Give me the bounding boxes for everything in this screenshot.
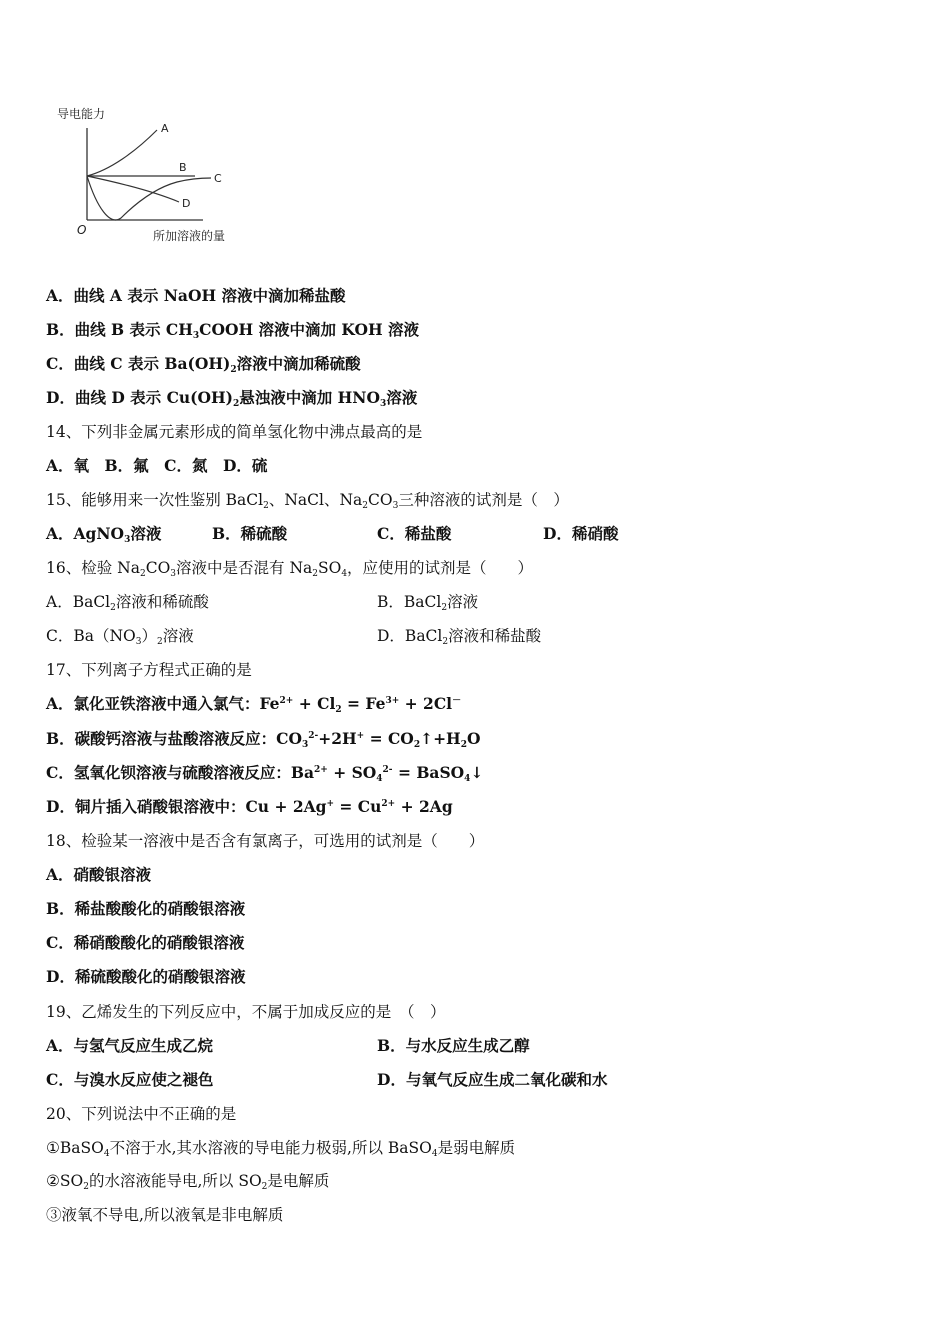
q18-option-b: B．稀盐酸酸化的硝酸银溶液 (46, 899, 246, 918)
q19-option-b: B．与水反应生成乙醇 (377, 1036, 530, 1055)
q14-options: A．氧 B．氟 C．氮 D．硫 (46, 456, 268, 475)
curve-c (87, 176, 211, 220)
curve-a-label: A (161, 122, 169, 135)
q18-stem: 18、检验某一溶液中是否含有氯离子，可选用的试剂是（ ） (46, 832, 485, 850)
q16-option-d: D．BaCl$_2$溶液和稀盐酸 (377, 627, 542, 647)
q20-statement-1: ①BaSO$_4$不溶于水,其水溶液的导电能力极弱,所以 BaSO$_4$是弱电解质 (46, 1139, 516, 1159)
q15-stem: 15、能够用来一次性鉴别 BaCl$_2$、NaCl、$Na_2CO_3$三种溶液的试剂是（ ） (46, 491, 569, 511)
q20-stem: 20、下列说法中不正确的是 (46, 1105, 237, 1123)
x-axis-label: 所加溶液的量 (153, 229, 226, 243)
conductivity-graph (55, 100, 235, 245)
q18-option-a: A．硝酸银溶液 (46, 865, 152, 884)
q17-option-a: A．氯化亚铁溶液中通入氯气：$Fe^{2+} + Cl_2 = Fe^{3+} + 2Cl^-$ (46, 694, 462, 715)
q17-stem: 17、下列离子方程式正确的是 (46, 661, 252, 679)
curve-d (87, 176, 179, 202)
q13-option-d: D．曲线 D 表示 $Cu(OH)_2$悬浊液中滴加 $HNO_3$溶液 (46, 388, 418, 409)
q16-stem: 16、检验 $Na_2CO_3$溶液中是否混有 $Na_2SO_4$，应使用的试剂是（ ） (46, 559, 534, 579)
curve-d-label: D (182, 197, 191, 210)
q16-option-b: B．BaCl$_2$溶液 (377, 593, 479, 613)
q13-option-c: C．曲线 C 表示 $Ba(OH)_2$溶液中滴加稀硫酸 (46, 354, 361, 375)
q13-option-b: B．曲线 B 表示 $CH_3COOH$ 溶液中滴加 KOH 溶液 (46, 320, 420, 341)
q19-option-c: C．与溴水反应使之褪色 (46, 1070, 214, 1089)
curve-c-label: C (214, 172, 222, 185)
q18-option-c: C．稀硝酸酸化的硝酸银溶液 (46, 933, 245, 952)
q15-option-b: B．稀硫酸 (212, 524, 288, 543)
q18-option-d: D．稀硫酸酸化的硝酸银溶液 (46, 967, 246, 986)
q16-option-c: C．$Ba(NO_3)_2$溶液 (46, 627, 194, 647)
q16-option-a: A．BaCl$_2$溶液和稀硫酸 (46, 593, 209, 613)
q20-statement-2: $②SO_2$的水溶液能导电,所以 $SO_2$是电解质 (46, 1172, 330, 1192)
q19-option-d: D．与氧气反应生成二氧化碳和水 (377, 1070, 608, 1089)
curve-a (87, 130, 157, 176)
origin-label: O (77, 223, 87, 237)
q17-option-c: C．氢氧化钡溶液与硫酸溶液反应：$Ba^{2+} + SO_4^{2-}$ = BaSO$_4$↓ (46, 763, 484, 784)
curve-b-label: B (179, 161, 187, 174)
q15-option-c: C．稀盐酸 (377, 524, 452, 543)
q14-stem: 14、下列非金属元素形成的简单氢化物中沸点最高的是 (46, 423, 423, 441)
q17-option-b: B．碳酸钙溶液与盐酸溶液反应：$CO_3^{2-}+2H^+$ = $CO_2↑+H_2O$ (46, 729, 481, 750)
q20-statement-3: ③液氧不导电,所以液氧是非电解质 (46, 1206, 284, 1224)
y-axis-label: 导电能力 (57, 107, 106, 121)
q19-stem: 19、乙烯发生的下列反应中，不属于加成反应的是 （ ） (46, 1003, 446, 1021)
q15-option-d: D．稀硝酸 (543, 524, 619, 543)
q19-option-a: A．与氢气反应生成乙烷 (46, 1036, 214, 1055)
q15-option-a: A．AgNO$_3$溶液 (46, 524, 162, 545)
q13-option-a: A．曲线 A 表示 NaOH 溶液中滴加稀盐酸 (46, 286, 346, 305)
q17-option-d: D．铜片插入硝酸银溶液中：$Cu + 2Ag^+ = Cu^{2+} + 2Ag$ (46, 797, 453, 816)
